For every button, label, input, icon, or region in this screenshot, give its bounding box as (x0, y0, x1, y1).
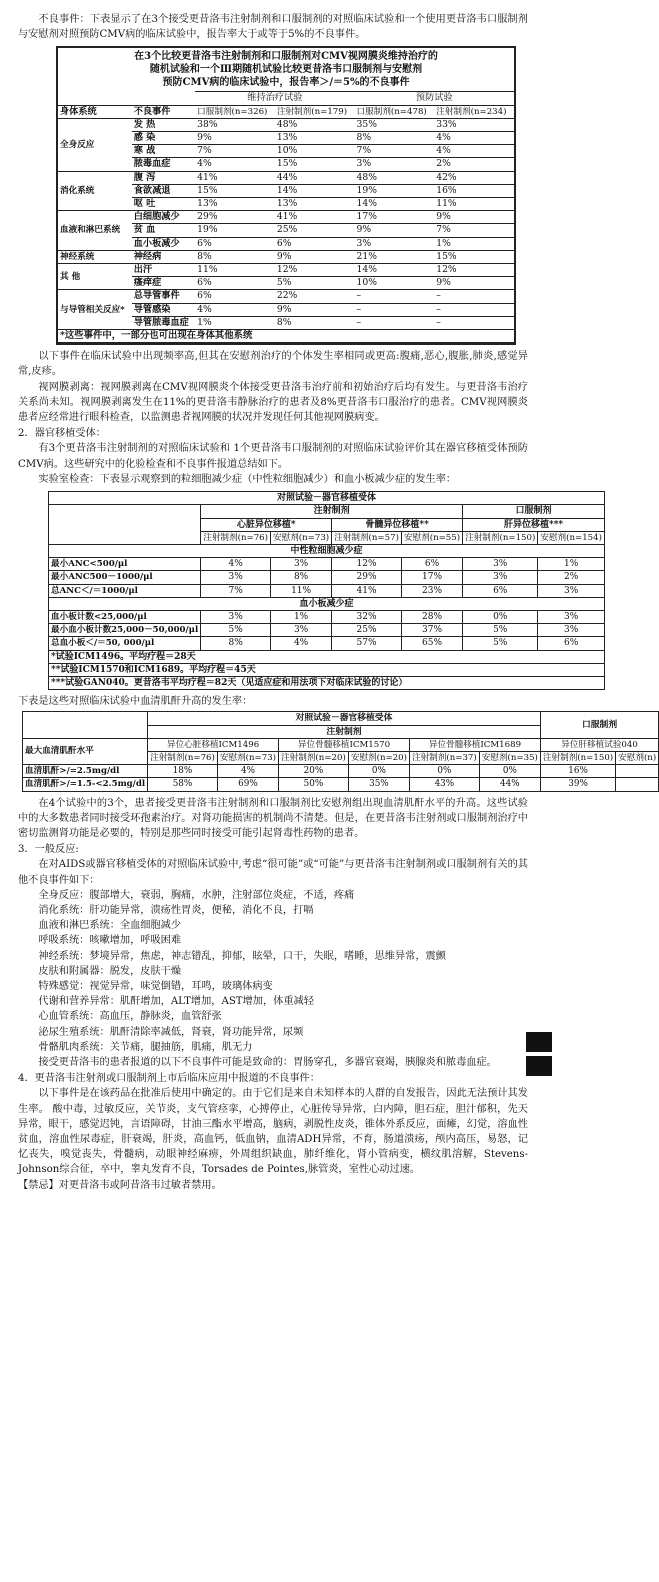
table1-title-line: 在3个比较更昔洛韦注射制剂和口服制剂对CMV视网膜炎维持治疗的 (134, 51, 438, 63)
table3-subgroup: 异位肝移植试验040 (540, 738, 658, 751)
list-item: 心血管系统：高血压，静脉炎，血管舒张 (38, 1011, 222, 1023)
value-cell: 11% (271, 584, 332, 597)
value-cell: 2% (434, 158, 514, 171)
value-cell: 29% (195, 211, 275, 224)
table3-empty-head (23, 712, 148, 738)
list-item: 皮肤和附属器：脱发，皮肤干燥 (38, 965, 182, 977)
value-cell: 7% (201, 584, 271, 597)
table2-empty-head (49, 505, 201, 545)
value-cell: – (434, 290, 514, 303)
table3-title: 对照试验－器官移植受体 (148, 712, 541, 725)
value-cell: 5% (463, 624, 538, 637)
value-cell: 8% (355, 132, 435, 145)
value-cell: 16% (540, 765, 615, 778)
value-cell: 6% (401, 558, 462, 571)
event-cell: 神经病 (132, 250, 195, 263)
table-row (23, 765, 659, 778)
value-cell: 14% (355, 264, 435, 277)
section-4-heading: 4．更昔洛韦注射剂或口服制剂上市后临床应用中报道的不良事件： (18, 1073, 320, 1085)
arm-header: 安慰剂(n=35) (479, 751, 540, 764)
table3-row-label: 最大血清肌酐水平 (23, 738, 148, 764)
arm-header: 注射制剂(n=57) (332, 531, 402, 544)
value-cell: 3% (201, 571, 271, 584)
subgroup-header: 肝异位移植*** (463, 518, 605, 531)
table-row (58, 118, 514, 131)
arm-header: 安慰剂(n=55) (401, 531, 462, 544)
organ-transplant-table (48, 491, 602, 690)
table2-injection-label: 注射制剂 (201, 505, 463, 518)
value-cell: 11% (434, 198, 514, 211)
event-cell: 血小板减少 (132, 237, 195, 250)
table-row (58, 290, 514, 303)
value-cell: 50% (279, 778, 349, 791)
value-cell: 9% (275, 250, 355, 263)
event-cell: 白细胞减少 (132, 211, 195, 224)
value-cell: 48% (275, 118, 355, 131)
value-cell: 0% (479, 765, 540, 778)
table3-injection-label: 注射制剂 (148, 725, 541, 738)
table-row (58, 250, 514, 263)
table2-note: *试验ICM1496。平均疗程＝28天 (49, 650, 605, 663)
value-cell: 6% (195, 277, 275, 290)
list-item: 骨骼肌肉系统：关节痛，腿抽筋，肌痛，肌无力 (38, 1041, 253, 1053)
value-cell: 15% (195, 184, 275, 197)
value-cell: 7% (195, 145, 275, 158)
row-label: 最小血小板计数25,000－50,000/μl (49, 624, 201, 637)
table-row (49, 558, 605, 571)
value-cell: 4% (217, 765, 278, 778)
arm-header: 安慰剂(n=154) (538, 531, 605, 544)
value-cell: 69% (217, 778, 278, 791)
paragraph-1: 以下事件在临床试验中出现频率高,但其在安慰剂治疗的个体发生率相同或更高:腹痛,恶心,腹胀,肺炎,感觉异常,皮疹。 (18, 351, 528, 378)
value-cell: 3% (201, 610, 271, 623)
value-cell: 29% (332, 571, 402, 584)
value-cell: 57% (332, 637, 402, 650)
event-cell: 呕 吐 (132, 198, 195, 211)
table2-section-neutropenia: 中性粒细胞减少症 (49, 544, 605, 557)
row-label: 血小板计数<25,000/μl (49, 610, 201, 623)
value-cell: 3% (355, 158, 435, 171)
row-label: 总血小板＜/＝50, 000/μl (49, 637, 201, 650)
table1-title-line: 随机试验和一个Ⅲ期随机试验比较更昔洛韦口服制剂与安慰剂 (149, 64, 423, 76)
value-cell: 3% (538, 584, 605, 597)
list-item: 泌尿生殖系统：肌酐清除率减低，肾衰，肾功能异常，尿频 (38, 1026, 304, 1038)
value-cell: 65% (401, 637, 462, 650)
table-row (58, 264, 514, 277)
value-cell: 6% (195, 290, 275, 303)
value-cell: 20% (279, 765, 349, 778)
table-row (49, 584, 605, 597)
value-cell: 23% (401, 584, 462, 597)
value-cell: 12% (434, 264, 514, 277)
value-cell: 3% (538, 610, 605, 623)
value-cell (616, 765, 659, 778)
value-cell: 9% (434, 211, 514, 224)
value-cell: 33% (434, 118, 514, 131)
value-cell: – (355, 290, 435, 303)
value-cell: 5% (201, 624, 271, 637)
arm-header: 注射制剂(n=37) (409, 751, 479, 764)
value-cell: – (434, 303, 514, 316)
section-3-heading: 3．一般反应: (18, 844, 79, 856)
value-cell: 35% (355, 118, 435, 131)
row-label: 血清肌酐>/=2.5mg/dl (23, 765, 148, 778)
value-cell: 14% (355, 198, 435, 211)
value-cell: 18% (148, 765, 218, 778)
value-cell: 44% (275, 171, 355, 184)
table-row (49, 624, 605, 637)
arm-header: 安慰剂(n=73) (271, 531, 332, 544)
list-item: 特殊感觉：视觉异常，味觉倒错，耳鸣，玻璃体病变 (38, 981, 273, 992)
value-cell: 22% (275, 290, 355, 303)
table2-note: **试验ICM1570和ICM1689。平均疗程＝45天 (49, 663, 605, 676)
value-cell: 17% (401, 571, 462, 584)
value-cell: 4% (201, 558, 271, 571)
paragraph-3: 有3个更昔洛韦注射制剂的对照临床试验和 1个更昔洛韦口服制剂的对照临床试验评价其在器官移植受体预防CMV病。这些研究中的化验检查和不良事件报道总结如下。 (18, 443, 528, 470)
value-cell: 17% (355, 211, 435, 224)
table3-subgroup: 异位心脏移植ICM1496 (148, 738, 279, 751)
section-2-heading: 2．器官移植受体： (18, 428, 106, 440)
value-cell: 38% (195, 118, 275, 131)
subgroup-header: 心脏异位移植* (201, 518, 332, 531)
value-cell: 4% (271, 637, 332, 650)
value-cell: 12% (275, 264, 355, 277)
value-cell: 6% (275, 237, 355, 250)
value-cell: 39% (540, 778, 615, 791)
table-row (49, 637, 605, 650)
table2-grid (48, 491, 605, 690)
arm-header: 注射制剂(n=76) (148, 751, 218, 764)
value-cell: 15% (434, 250, 514, 263)
table1-footnote: *这些事件中，一部分也可出现在身体其他系统 (58, 330, 514, 343)
value-cell: 1% (434, 237, 514, 250)
value-cell: 6% (538, 637, 605, 650)
arm-header: 安慰剂(n=20) (348, 751, 409, 764)
value-cell: 4% (434, 145, 514, 158)
value-cell: 25% (332, 624, 402, 637)
paragraph-creatinine-discussion: 在4个试验中的3个，患者接受更昔洛韦注射制剂和口服制剂比安慰剂组出现血清肌酐水平的升高。这些试验中的大多数患者同时接受环孢素治疗。对肾功能损害的机制尚不清楚。但是，在更昔洛韦注射剂或口服制剂治疗中密切监测肾功能是必要的，特别是那些同时接受可能引起肾毒性药物的患者。 (18, 797, 528, 839)
value-cell: 0% (348, 765, 409, 778)
table-row (58, 171, 514, 184)
value-cell: 1% (195, 316, 275, 329)
value-cell: 48% (355, 171, 435, 184)
value-cell: 1% (538, 558, 605, 571)
value-cell: 3% (538, 624, 605, 637)
table3-subgroup: 异位骨髓移植ICM1570 (279, 738, 410, 751)
row-label: 最小ANC500－1000/μl (49, 571, 201, 584)
group-header: 预防试验 (355, 92, 514, 105)
value-cell: 15% (275, 158, 355, 171)
value-cell: 6% (463, 584, 538, 597)
table-row (58, 211, 514, 224)
table2-note: ***试验GAN040。更昔洛韦平均疗程＝82天（见适应症和用法项下对临床试验的讨论） (49, 676, 605, 689)
value-cell: 13% (275, 132, 355, 145)
body-system-cell: 与导管相关反应* (58, 290, 132, 330)
value-cell: 41% (275, 211, 355, 224)
paragraph-lab-tests: 实验室检查：下表显示观察到的粒细胞减少症（中性粒细胞减少）和血小板减少症的发生率： (38, 473, 457, 485)
value-cell: 13% (275, 198, 355, 211)
value-cell: 21% (355, 250, 435, 263)
creatinine-table (22, 711, 659, 791)
subgroup-header: 骨髓异位移植** (332, 518, 463, 531)
event-cell: 贫 血 (132, 224, 195, 237)
arm-header: 安慰剂(n) (616, 751, 659, 764)
col-header: 注射制剂(n=179) (275, 105, 355, 118)
paragraph-postmarketing: 以下事件是在该药品在批准后使用中确定的。由于它们是来自未知样本的人群的自发报告，因此无法预计其发生率。 酸中毒，过敏反应，关节炎，支气管痉挛，心搏停止，心脏传导异常，白内障，胆石症，胆汁郁积，先天异常，眼干，感觉迟钝，言语障碍，甘油三酯水平增高，脑病，剥脱性皮炎，锥体外系反应，面瘫，幻觉，溶血性贫血，溶血性尿毒症，肝衰竭，肝炎，高血钙，低血钠，血清ADH异常，不育，肠道溃疡，颅内高压，易怒，记忆丧失，嗅觉丧失，骨髓病，动眼神经麻痹，外周组织缺血，肺纤维化，肾小管病变，横纹肌溶解，Stevens-Johnson综合征，卒中，睾丸发育不良，Torsades de Pointes,脉管炎，室性心动过速。 (18, 1088, 528, 1176)
value-cell: 44% (479, 778, 540, 791)
arm-header: 注射制剂(n=150) (540, 751, 615, 764)
list-item: 代谢和营养异常：肌酐增加，ALT增加，AST增加，体重减轻 (38, 996, 314, 1008)
event-cell: 导管感染 (132, 303, 195, 316)
table2-oral-label: 口服制剂 (463, 505, 605, 518)
value-cell: 3% (271, 624, 332, 637)
value-cell: 8% (201, 637, 271, 650)
value-cell: 9% (434, 277, 514, 290)
value-cell: 9% (355, 224, 435, 237)
table3-subgroup: 异位骨髓移植ICM1689 (409, 738, 540, 751)
value-cell: 4% (195, 158, 275, 171)
table1-empty-head (58, 92, 195, 105)
event-cell: 瘙痒症 (132, 277, 195, 290)
paragraph-general-reactions: 在对AIDS或器官移植受体的对照临床试验中,考虑“很可能”或“可能”与更昔洛韦注射制剂或口服制剂有关的其他不良事件如下： (18, 859, 528, 886)
list-item: 血液和淋巴系统：全血细胞减少 (38, 920, 182, 932)
intro-paragraph: 不良事件：下表显示了在3个接受更昔洛韦注射制剂和口服制剂的对照临床试验和一个使用更昔洛韦口服制剂与安慰剂对照预防CMV病的临床试验中，报告率大于或等于5%的不良事件。 (18, 14, 528, 41)
value-cell: 6% (195, 237, 275, 250)
value-cell: 7% (355, 145, 435, 158)
value-cell: 1% (271, 610, 332, 623)
value-cell: 10% (275, 145, 355, 158)
value-cell: 41% (195, 171, 275, 184)
body-system-cell: 其 他 (58, 264, 132, 290)
col-header: 口服制剂(n=478) (355, 105, 435, 118)
body-system-cell: 全身反应 (58, 118, 132, 171)
value-cell: – (355, 303, 435, 316)
event-cell: 发 热 (132, 118, 195, 131)
value-cell: 42% (434, 171, 514, 184)
list-item: 全身反应：腹部增大，衰弱，胸痛，水肿，注射部位炎症，不适，疼痛 (38, 889, 355, 901)
value-cell: 19% (195, 224, 275, 237)
value-cell: 9% (275, 303, 355, 316)
value-cell: 4% (195, 303, 275, 316)
event-cell: 寒 战 (132, 145, 195, 158)
value-cell: 5% (275, 277, 355, 290)
value-cell: 8% (195, 250, 275, 263)
value-cell: 58% (148, 778, 218, 791)
body-system-cell: 血液和淋巴系统 (58, 211, 132, 251)
side-tab-marker (526, 1032, 552, 1076)
value-cell: 14% (275, 184, 355, 197)
table1-title-line: 预防CMV病的临床试验中，报告率＞/＝5%的不良事件 (162, 77, 410, 89)
value-cell: 37% (401, 624, 462, 637)
table2-title: 对照试验－器官移植受体 (49, 492, 605, 505)
col-header: 注射制剂(n=234) (434, 105, 514, 118)
value-cell: 7% (434, 224, 514, 237)
event-cell: 总导管事件 (132, 290, 195, 303)
value-cell: 43% (409, 778, 479, 791)
value-cell: 4% (434, 132, 514, 145)
paragraph-creatinine-intro: 下表是这些对照临床试验中血清肌酐升高的发生率： (18, 696, 253, 708)
event-cell: 出汗 (132, 264, 195, 277)
row-label: 最小ANC<500/μl (49, 558, 201, 571)
table2-section-thrombocytopenia: 血小板减少症 (49, 597, 605, 610)
paragraph-fatal-events: 接受更昔洛韦的患者报道的以下不良事件可能是致命的：胃肠穿孔，多器官衰竭，胰腺炎和脓毒血症。 (38, 1057, 497, 1069)
value-cell: – (434, 316, 514, 329)
contraindications: 【禁忌】对更昔洛韦或阿昔洛韦过敏者禁用。 (18, 1179, 222, 1191)
list-item: 消化系统：肝功能异常，溃疡性胃炎，便秘，消化不良，打嗝 (38, 904, 314, 916)
paragraph-retinal-detachment: 视网膜剥离：视网膜剥离在CMV视网膜炎个体接受更昔洛韦治疗前和初始治疗后均有发生。与更昔洛韦治疗关系尚未知。视网膜剥离发生在11%的更昔洛韦静脉治疗的患者及8%更昔洛韦口服治疗的患者。CMV视网膜炎患者应经常进行眼科检查，以监测患者视网膜的状况并发现任何其他视网膜病变。 (18, 381, 528, 424)
arm-header: 注射制剂(n=150) (463, 531, 538, 544)
event-cell: 感 染 (132, 132, 195, 145)
body-system-cell: 消化系统 (58, 171, 132, 211)
adverse-event-list (18, 888, 528, 1055)
row-label: 总ANC＜/＝1000/μl (49, 584, 201, 597)
group-header: 维持治疗试验 (195, 92, 354, 105)
value-cell: 16% (434, 184, 514, 197)
list-item: 神经系统：梦境异常，焦虑，神志错乱，抑郁，眩晕，口干，失眠，嗜睡，思维异常，震颤 (38, 950, 446, 962)
body-system-cell: 神经系统 (58, 250, 132, 263)
list-item: 呼吸系统：咳嗽增加，呼吸困难 (38, 935, 182, 947)
table-row (49, 571, 605, 584)
value-cell: 12% (332, 558, 402, 571)
value-cell: 0% (409, 765, 479, 778)
value-cell: 8% (275, 316, 355, 329)
value-cell: 9% (195, 132, 275, 145)
table1-grid (58, 91, 514, 343)
table1-title (58, 48, 514, 91)
value-cell: 3% (463, 558, 538, 571)
value-cell: 32% (332, 610, 402, 623)
table-row (49, 610, 605, 623)
arm-header: 安慰剂(n=73) (217, 751, 278, 764)
col-header: 身体系统 (58, 105, 132, 118)
event-cell: 导管脓毒血症 (132, 316, 195, 329)
event-cell: 食欲减退 (132, 184, 195, 197)
value-cell: 35% (348, 778, 409, 791)
value-cell: 3% (355, 237, 435, 250)
value-cell: 2% (538, 571, 605, 584)
value-cell: 41% (332, 584, 402, 597)
value-cell: 8% (271, 571, 332, 584)
adverse-events-table (56, 46, 516, 345)
value-cell: – (355, 316, 435, 329)
row-label: 血清肌酐>/=1.5-<2.5mg/dl (23, 778, 148, 791)
value-cell: 11% (195, 264, 275, 277)
event-cell: 腹 泻 (132, 171, 195, 184)
value-cell: 19% (355, 184, 435, 197)
table-row (23, 778, 659, 791)
col-header: 不良事件 (132, 105, 195, 118)
arm-header: 注射制剂(n=20) (279, 751, 349, 764)
value-cell: 3% (271, 558, 332, 571)
value-cell: 10% (355, 277, 435, 290)
value-cell: 0% (463, 610, 538, 623)
value-cell: 28% (401, 610, 462, 623)
col-header: 口服制剂(n=326) (195, 105, 275, 118)
table3-oral-label: 口服制剂 (540, 712, 658, 738)
document-body (18, 12, 657, 1193)
value-cell: 13% (195, 198, 275, 211)
event-cell: 脓毒血症 (132, 158, 195, 171)
arm-header: 注射制剂(n=76) (201, 531, 271, 544)
value-cell: 5% (463, 637, 538, 650)
value-cell: 3% (463, 571, 538, 584)
value-cell: 25% (275, 224, 355, 237)
value-cell (616, 778, 659, 791)
